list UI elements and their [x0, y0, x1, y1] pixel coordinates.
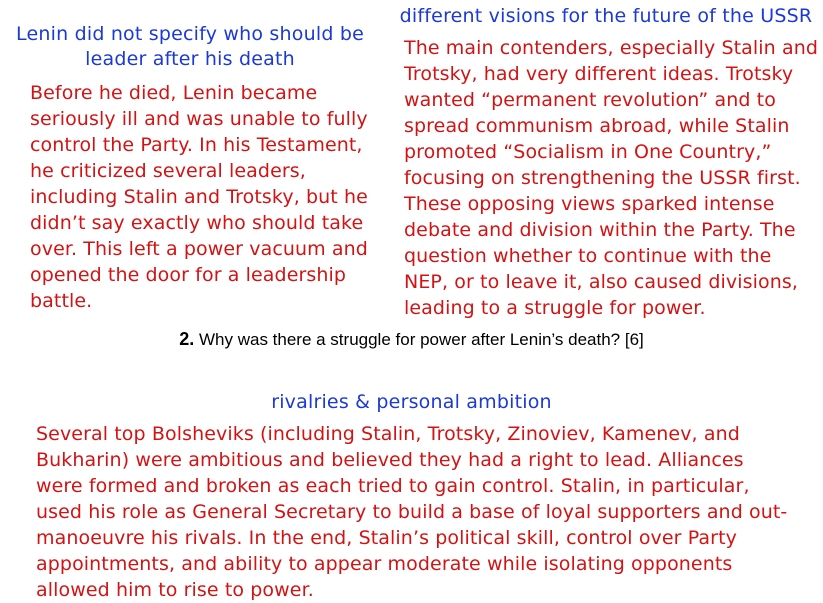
question-text: Why was there a struggle for power after Lenin’s death? [6]: [198, 330, 644, 349]
right-answer-block: [398, 0, 818, 321]
left-block-heading: Lenin did not specify who should be leader after his death: [16, 23, 364, 70]
left-answer-block: [8, 22, 378, 314]
right-block-body: The main contenders, especially Stalin and Trotsky, had very different ideas. Trotsky wanted “permanent revolution” and to spread communism abroad, while Stalin promoted “Socialism in One Country,” focusing on strengthening the USSR first. These opposing views sparked intense debate and division within the Party. The question whether to continue with the NEP, or to leave it, also caused divisions, leading to a struggle for power.: [404, 37, 819, 319]
bottom-block-body: Several top Bolsheviks (including Stalin, Trotsky, Zinoviev, Kamenev, and Bukharin) were ambitious and believed they had a right to lead. Alliances were formed and broken as each tried to gain control. Stalin, in particular, used his role as General Secretary to build a base of loyal supporters and out-manoeuvre his rivals. In the end, Stalin’s political skill, control over Party appointments, and ability to appear moderate while isolating opponents allowed him to rise to power.: [36, 423, 788, 601]
right-block-heading: different visions for the future of the USSR: [399, 5, 813, 27]
question-line: [0, 328, 823, 351]
left-block-body: Before he died, Lenin became seriously ill and was unable to fully control the Party. In his Testament, he criticized several leaders, including Stalin and Trotsky, but he didn’t say exactly who should take over. This left a power vacuum and opened the door for a leadership battle.: [30, 82, 368, 312]
bottom-block-heading: rivalries & personal ambition: [271, 391, 552, 413]
bottom-answer-block: [0, 390, 823, 603]
question-number: 2.: [179, 329, 195, 349]
